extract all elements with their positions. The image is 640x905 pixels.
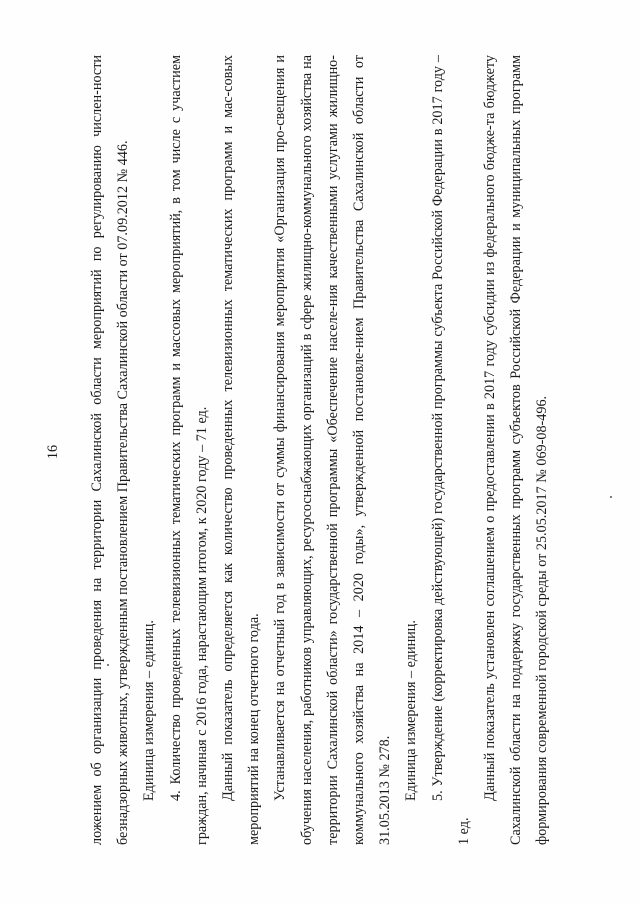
paragraph: ложением об организации проведения на территории Сахалинской области мероприятий по регулированию числен-ности безнадзорных животных, утвержденным постановлением Правительства Сахалинской области от 07.09.2012 № 446. [89, 55, 132, 845]
rotated-content [40, 37, 600, 867]
scan-speck [107, 664, 109, 666]
paragraph: 5. Утверждение (корректировка действующей) государственной программы субъекта Российской Федерации в 2017 году – 1 ед. [429, 55, 472, 845]
scan-speck [610, 496, 612, 498]
paragraph: 4. Количество проведенных телевизионных тематических программ и массовых мероприятий, в том числе с участием граждан, начиная с 2016 года, нарастающим итогом, к 2020 году – 71 ед. [167, 55, 210, 845]
paragraph: Единица измерения – единиц. [141, 620, 158, 801]
paragraph: Устанавливается на отчетный год в зависимости от суммы финансирования мероприятия «Организация про-свещения и обучения населения, работников управляющих, ресурсоснабжающих организаций в сфере жилищно-коммунального хозяйства на территории Сахалинской области» государственной программы «Обеспечение населе-ния качественными услугами жилищно-коммунального хозяйства на 2014 – 2020 годы», утвержденной постановле-нием Правительства Сахалинской области от 31.05.2013 № 278. [272, 55, 394, 845]
document-body [84, 55, 556, 845]
paragraph: Данный показатель определяется как количество проведенных телевизионных тематических программ и мас-совых мероприятий на конец отчетного года. [220, 55, 263, 845]
paragraph: Единица измерения – единиц. [403, 620, 420, 801]
page-number: 16 [45, 444, 61, 460]
paragraph: Данный показатель установлен соглашением о предоставлении в 2017 году субсидии из федерального бюдже-та бюджету Сахалинской области на поддержку государственных программ субъектов Российской Федерации и муниципальных программ формирования современной городской среды от 25.05.2017 № 069-08-496. [482, 55, 551, 845]
